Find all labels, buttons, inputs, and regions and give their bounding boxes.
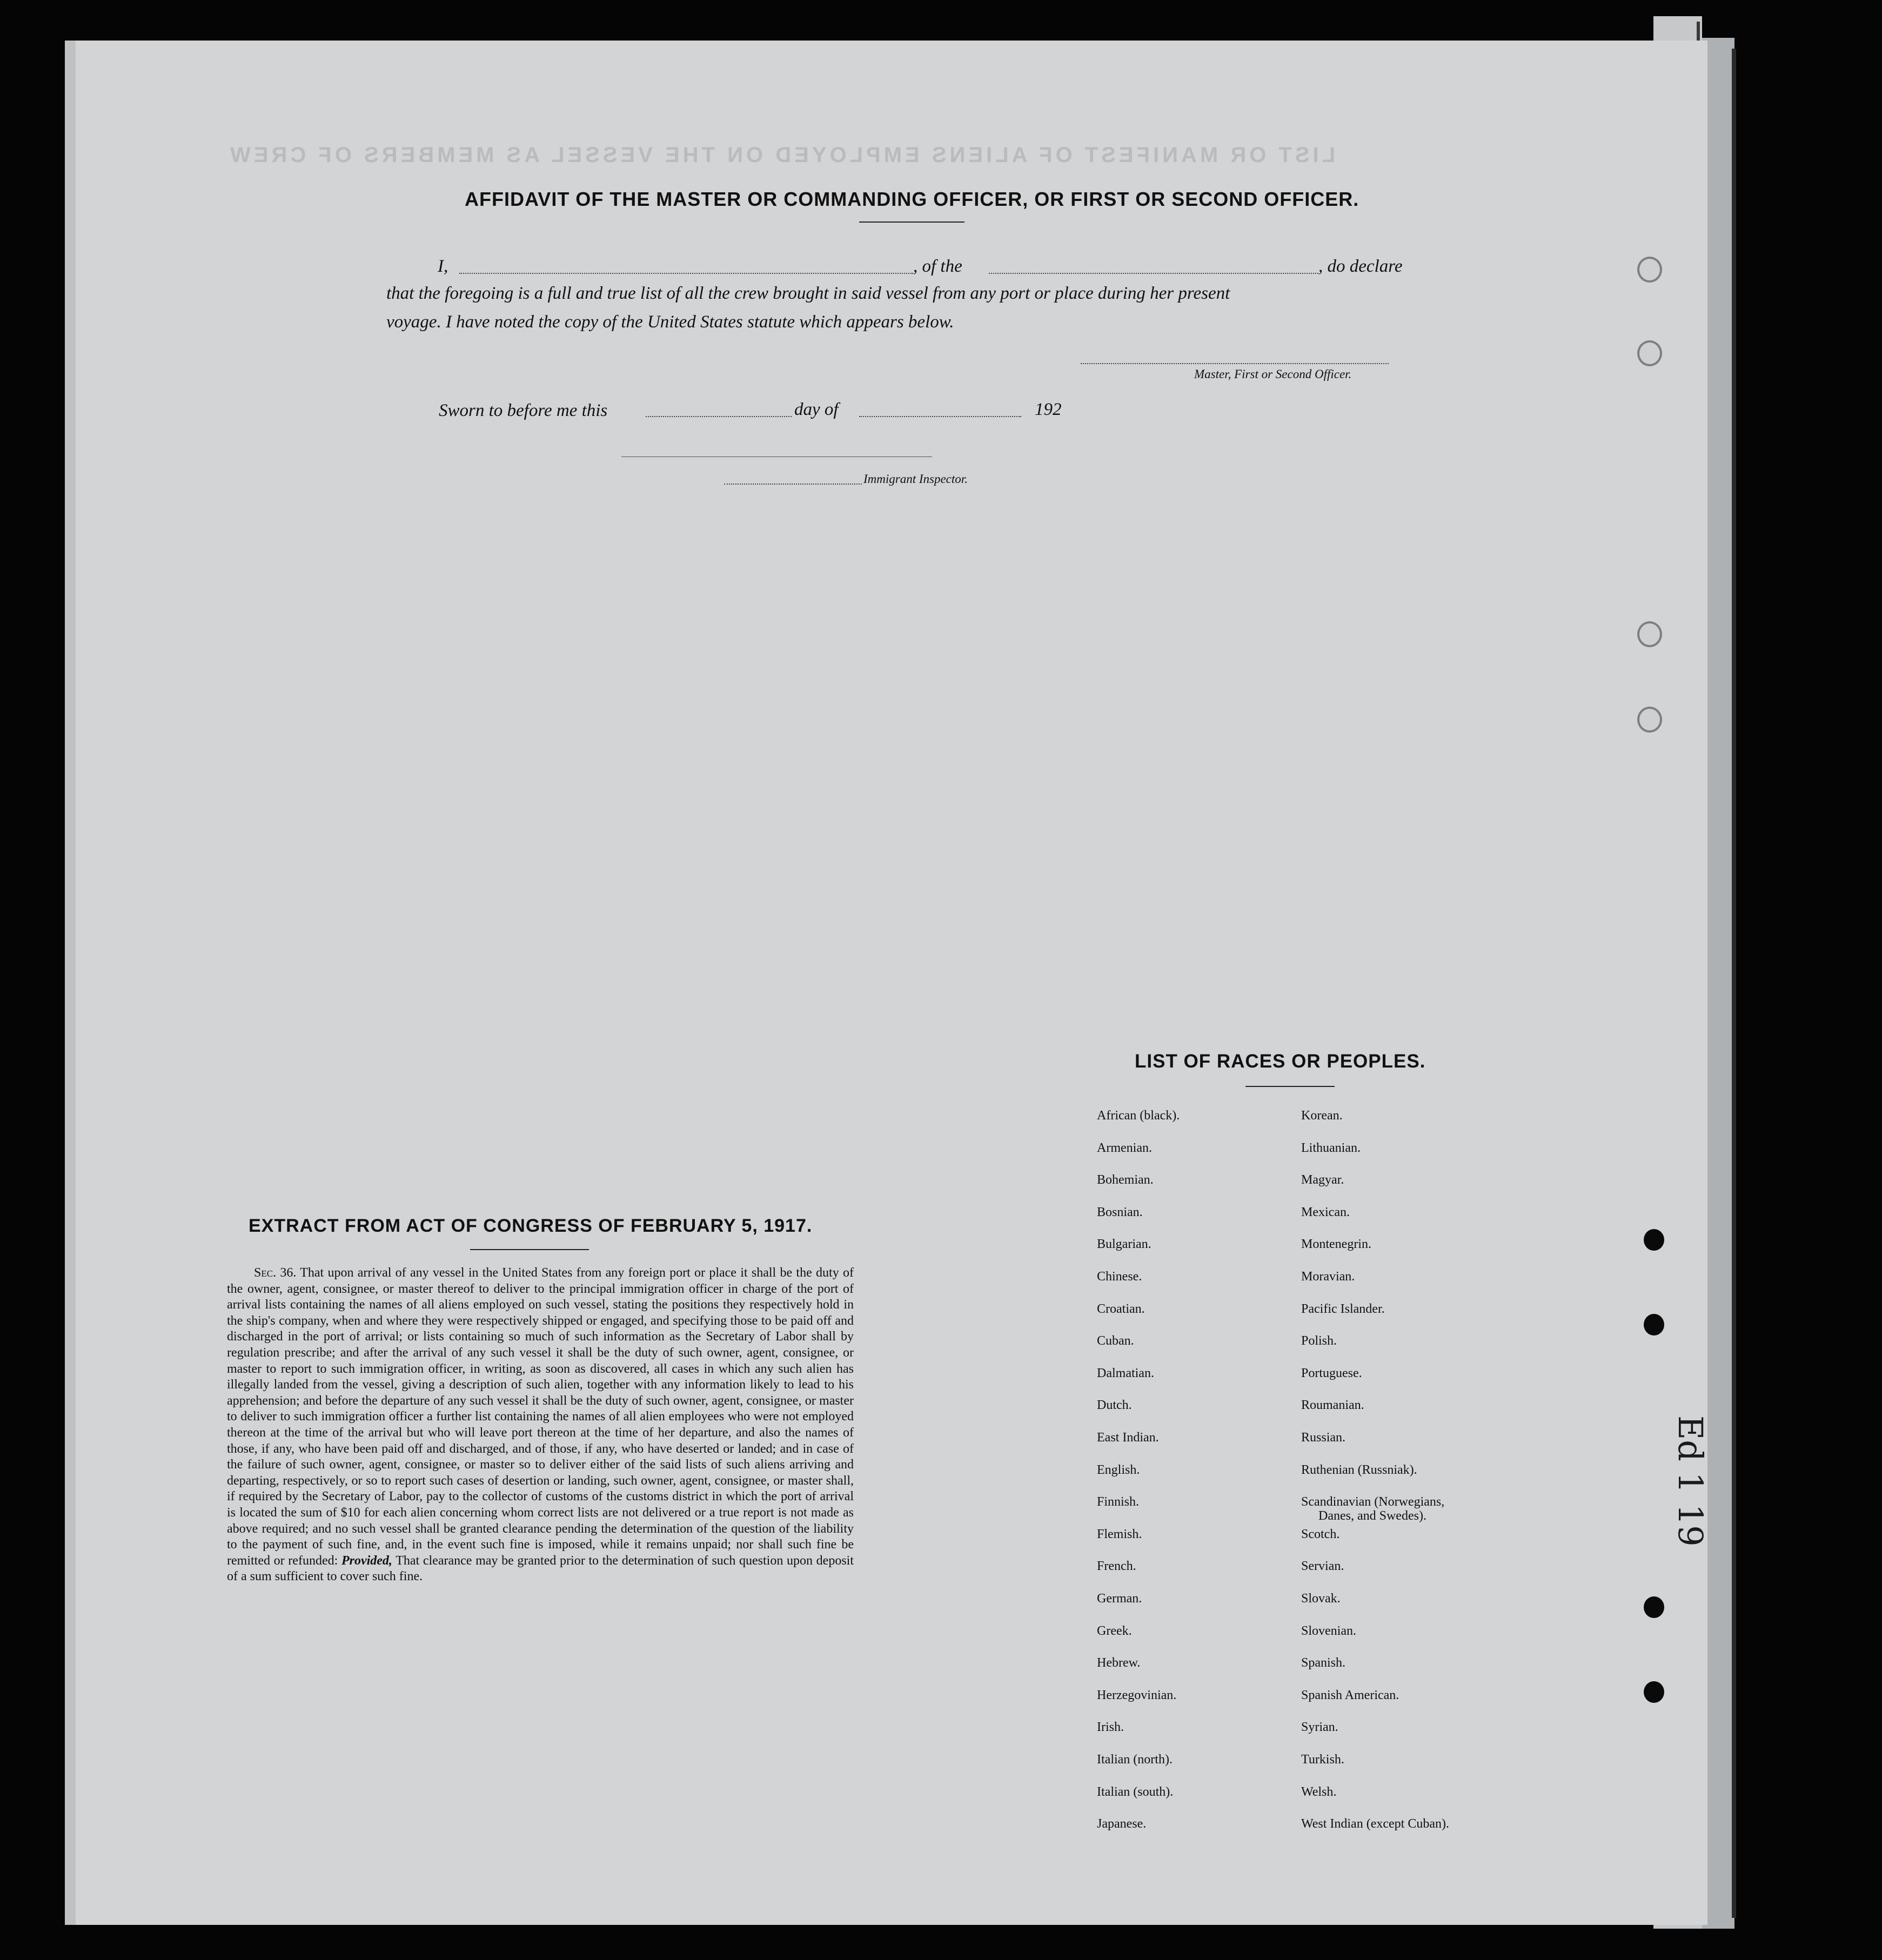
race-item: German. <box>1097 1592 1142 1606</box>
provided-label: Provided, <box>341 1553 392 1568</box>
race-item: Welsh. <box>1301 1785 1337 1799</box>
race-item: Slovak. <box>1301 1592 1341 1606</box>
race-item: Finnish. <box>1097 1495 1140 1509</box>
race-item: Slovenian. <box>1301 1624 1356 1638</box>
affidavit-of-the-label: , of the <box>913 257 962 276</box>
race-item: Dutch. <box>1097 1398 1132 1412</box>
inspector-blank[interactable] <box>724 484 862 485</box>
race-item: Pacific Islander. <box>1301 1302 1385 1316</box>
year-prefix: 192 <box>1035 400 1062 419</box>
punch-hole <box>1637 707 1662 733</box>
race-item: West Indian (except Cuban). <box>1301 1817 1449 1831</box>
punch-hole <box>1637 340 1662 366</box>
punch-hole <box>1644 1596 1664 1618</box>
signature-caption: Master, First or Second Officer. <box>1194 367 1352 381</box>
races-title: LIST OF RACES OR PEOPLES. <box>1135 1051 1426 1072</box>
races-underline <box>1245 1086 1335 1087</box>
section-text: That upon arrival of any vessel in the United States from any foreign port or place it shall be the duty of the owner, agent, consignee, or master thereof to deliver to the principal immigration officer in charge of the port of arrival lists containing the names of all aliens employed on such vessel, stating the positions they respectively hold in the ship's company, when and where they were respectively shipped or engaged, and specifying those to be paid off and discharged in the port of arrival; or lists containing so much of such information as the Secretary of Labor shall by regulation prescribe; and after the arrival of any such vessel it shall be the duty of such owner, agent, consignee, or master to report to such immigration officer, in writing, as soon as discovered, all cases in which any such alien has illegally landed from the vessel, giving a description of such alien, together with any information likely to lead to his apprehension; and before the departure of any such vessel it shall be the duty of such owner, agent, consignee, or master to deliver to such immigration officer a further list containing the names of all alien employees who were not employed thereon at the time of the arrival but who will leave port thereon at the time of her departure, and also the names of those, if any, who have been paid off and discharged, and of those, if any, who have deserted or landed; and in case of the failure of such owner, agent, consignee, or master so to deliver either of the said lists of such aliens arriving and departing, respectively, or so to report such cases of desertion or landing, such owner, agent, consignee, or master shall, if required by the Secretary of Labor, pay to the collector of customs of the customs district in which the port of arrival is located the sum of $10 for each alien concerning whom correct lists are not delivered or a true report is not made as above required; and no such vessel shall be granted clearance pending the determination of the question of the liability to the payment of such fine, and, in the event such fine is imposed, while it remains unpaid; nor shall such fine be remitted or refunded: <box>227 1266 854 1568</box>
vessel-blank[interactable] <box>989 273 1318 274</box>
race-item: Turkish. <box>1301 1753 1344 1767</box>
day-blank[interactable] <box>646 416 792 417</box>
race-item: African (black). <box>1097 1109 1180 1123</box>
race-item: Bosnian. <box>1097 1205 1143 1219</box>
race-item: Flemish. <box>1097 1527 1142 1541</box>
punch-hole <box>1637 257 1662 283</box>
punch-hole <box>1644 1314 1664 1335</box>
punch-hole <box>1637 621 1662 647</box>
race-item-continuation: Danes, and Swedes). <box>1318 1509 1426 1523</box>
race-item: Bulgarian. <box>1097 1237 1151 1251</box>
sheet-fold <box>65 41 76 1925</box>
race-item: Spanish American. <box>1301 1688 1399 1702</box>
race-item: East Indian. <box>1097 1431 1159 1445</box>
race-item: Moravian. <box>1301 1270 1355 1284</box>
race-item: Servian. <box>1301 1559 1344 1573</box>
race-item: Herzegovinian. <box>1097 1688 1177 1702</box>
race-item: Korean. <box>1301 1109 1343 1123</box>
title-underline <box>859 221 965 223</box>
race-item: Magyar. <box>1301 1173 1344 1187</box>
race-item: Spanish. <box>1301 1656 1346 1670</box>
affidavit-do-declare: , do declare <box>1318 257 1403 276</box>
paper-edge-shadow <box>1732 49 1736 1918</box>
race-item: Hebrew. <box>1097 1656 1141 1670</box>
affidavit-line-2: that the foregoing is a full and true list of all the crew brought in said vessel from any port or place during her present <box>386 284 1230 303</box>
provided-text: That clearance may be granted prior to the determination of such question upon deposit of a sum sufficient to cover such fine. <box>227 1553 854 1584</box>
race-item: Montenegrin. <box>1301 1237 1371 1251</box>
race-item: Irish. <box>1097 1720 1124 1734</box>
punch-hole <box>1644 1681 1664 1703</box>
race-item: Croatian. <box>1097 1302 1145 1316</box>
affidavit-i-label: I, <box>438 257 448 276</box>
affidavit-line-3: voyage. I have noted the copy of the United States statute which appears below. <box>386 312 954 332</box>
race-item: Mexican. <box>1301 1205 1350 1219</box>
race-item: Portuguese. <box>1301 1366 1362 1380</box>
race-item: Russian. <box>1301 1431 1346 1445</box>
affidavit-title: AFFIDAVIT OF THE MASTER OR COMMANDING OFFICER, OR FIRST OR SECOND OFFICER. <box>465 188 1359 210</box>
extract-title: EXTRACT FROM ACT OF CONGRESS OF FEBRUARY 5, 1917. <box>249 1216 813 1236</box>
race-item: Italian (south). <box>1097 1785 1174 1799</box>
sworn-text: Sworn to before me this <box>439 401 608 420</box>
extract-underline <box>470 1249 589 1250</box>
race-item: Scandinavian (Norwegians, <box>1301 1495 1445 1509</box>
margin-handwriting: Ed 1 19 <box>1671 1415 1710 1547</box>
race-item: Chinese. <box>1097 1270 1142 1284</box>
race-item: Ruthenian (Russniak). <box>1301 1463 1417 1477</box>
race-item: Bohemian. <box>1097 1173 1154 1187</box>
race-item: Scotch. <box>1301 1527 1340 1541</box>
bleed-through-header: LIST OR MANIFEST OF ALIENS EMPLOYED ON THE VESSEL AS MEMBERS OF CREW <box>227 143 1336 167</box>
race-item: French. <box>1097 1559 1136 1573</box>
race-item: Polish. <box>1301 1334 1337 1348</box>
inspector-caption: Immigrant Inspector. <box>863 472 968 486</box>
race-item: Lithuanian. <box>1301 1141 1361 1155</box>
day-of-label: day of <box>794 400 839 419</box>
race-item: Japanese. <box>1097 1817 1147 1831</box>
race-item: Roumanian. <box>1301 1398 1364 1412</box>
signature-blank[interactable] <box>1081 363 1389 364</box>
race-item: Dalmatian. <box>1097 1366 1154 1380</box>
race-item: Italian (north). <box>1097 1753 1173 1767</box>
name-blank[interactable] <box>459 273 913 274</box>
extract-body <box>227 1265 854 1585</box>
month-blank[interactable] <box>859 416 1021 417</box>
race-item: Greek. <box>1097 1624 1132 1638</box>
punch-hole <box>1644 1229 1664 1251</box>
race-item: Cuban. <box>1097 1334 1134 1348</box>
race-item: Syrian. <box>1301 1720 1338 1734</box>
section-label: Sec. 36. <box>254 1266 297 1280</box>
race-item: Armenian. <box>1097 1141 1152 1155</box>
race-item: English. <box>1097 1463 1140 1477</box>
